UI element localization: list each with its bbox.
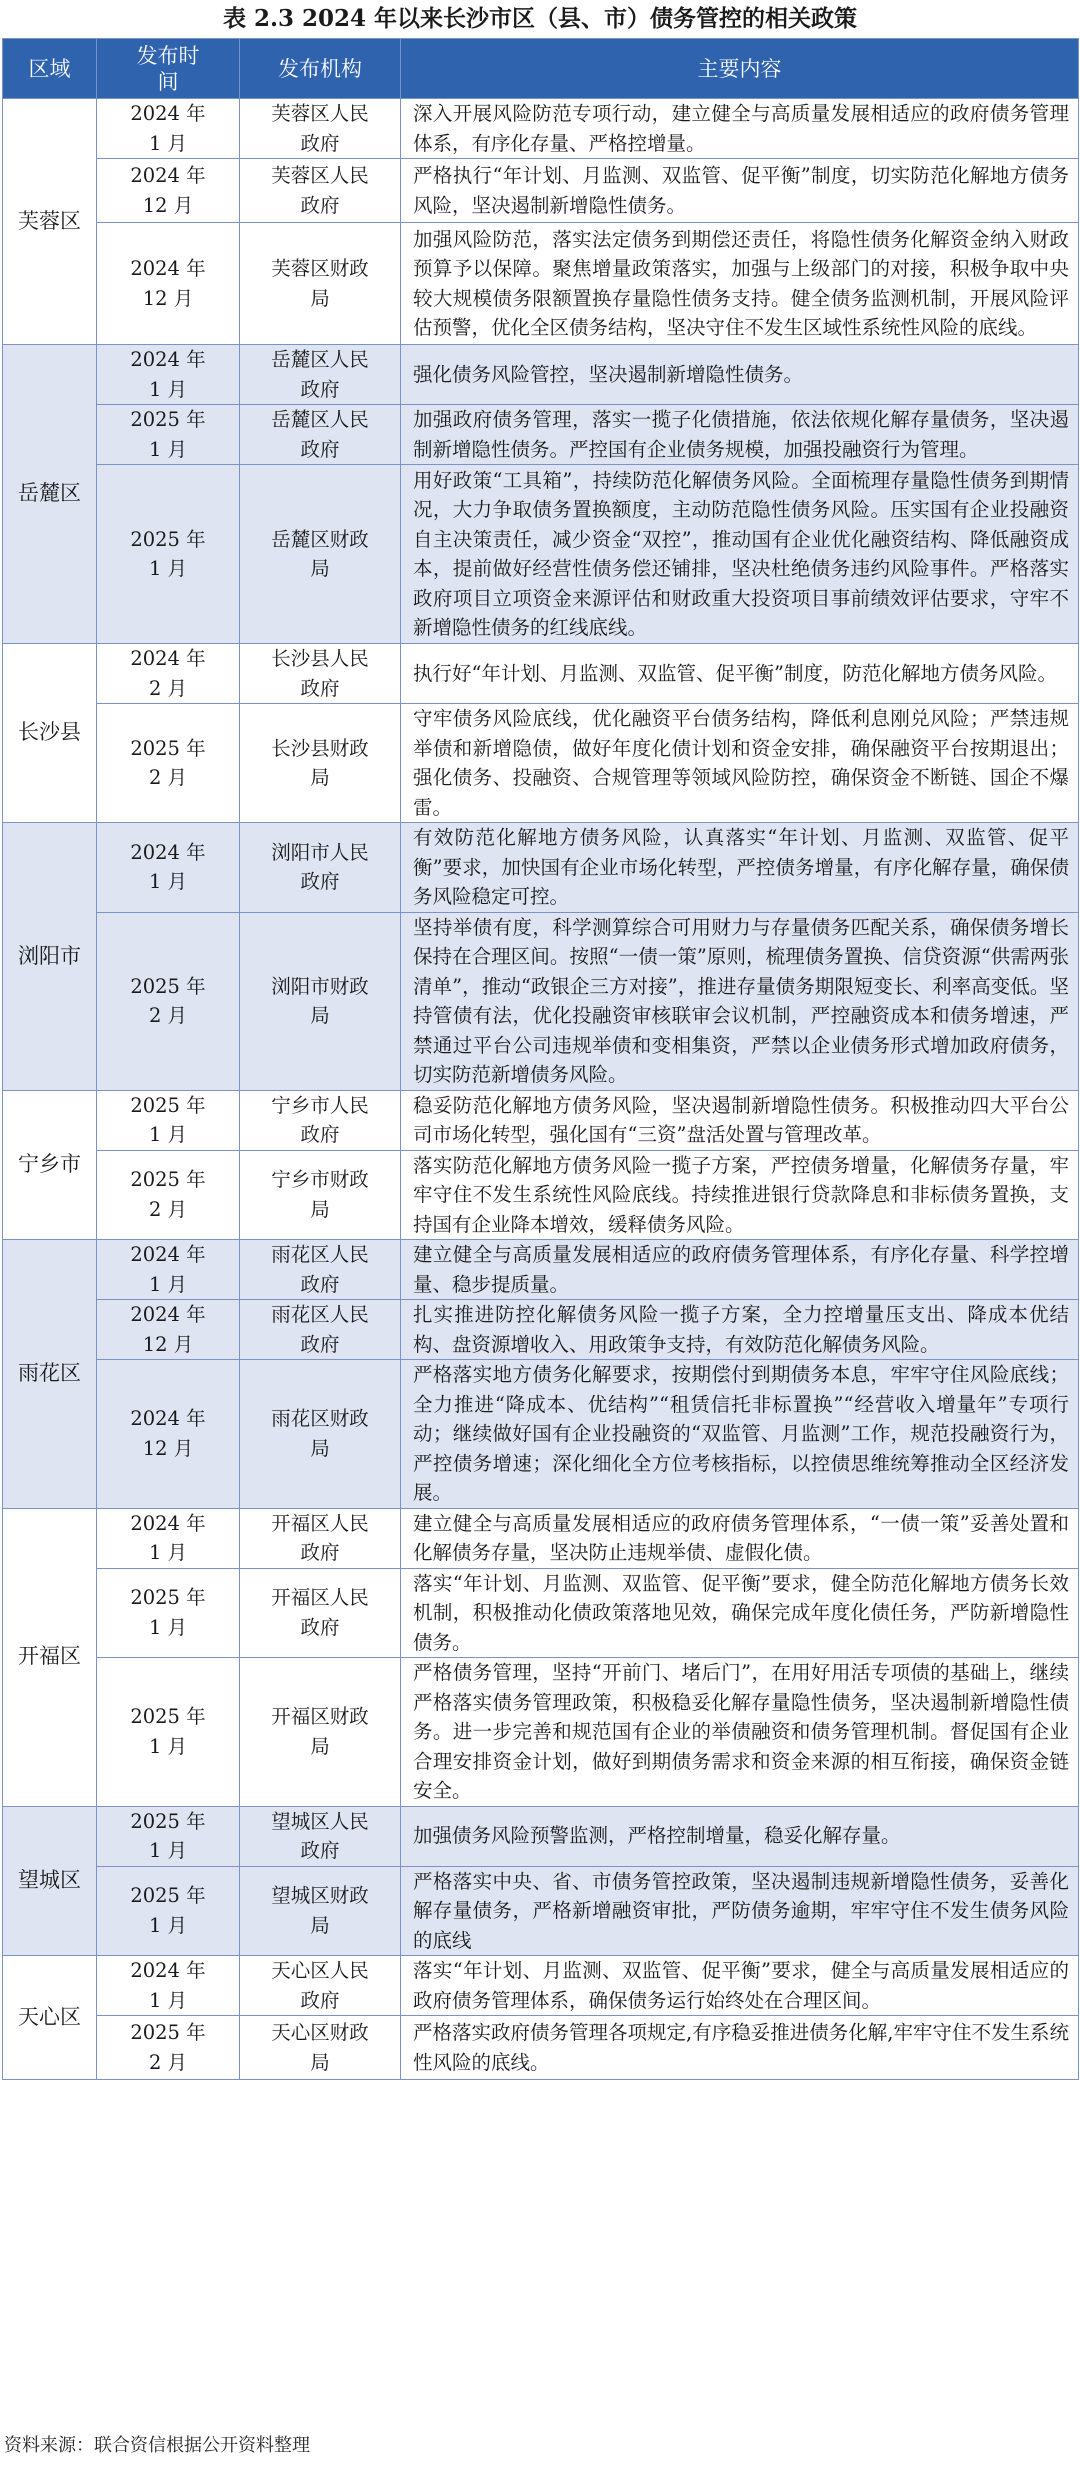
date-cell: 2025 年 2 月 [97, 1150, 240, 1240]
date-cell: 2024 年 12 月 [97, 223, 240, 345]
content-cell: 执行好“年计划、月监测、双监管、促平衡”制度，防范化解地方债务风险。 [401, 644, 1079, 704]
org-cell: 宁乡市人民 政府 [240, 1090, 401, 1150]
table-row [3, 1508, 1079, 1568]
table-row [3, 159, 1079, 223]
org-cell: 长沙县人民 政府 [240, 644, 401, 704]
header-region: 区域 [3, 39, 97, 99]
date-cell: 2024 年 1 月 [97, 1508, 240, 1568]
date-cell: 2025 年 1 月 [97, 1568, 240, 1658]
date-cell: 2024 年 1 月 [97, 823, 240, 913]
date-cell: 2024 年 1 月 [97, 1956, 240, 2016]
content-cell: 加强债务风险预警监测，严格控制增量，稳妥化解存量。 [401, 1806, 1079, 1866]
date-cell: 2025 年 1 月 [97, 465, 240, 644]
date-cell: 2024 年 2 月 [97, 644, 240, 704]
region-cell: 长沙县 [3, 644, 97, 823]
content-cell: 严格落实地方债务化解要求，按期偿付到期债务本息，牢牢守住风险底线；全力推进“降成本、优结构”“租赁信托非标置换”“经营收入增量年”专项行动；继续做好国有企业投融资的“双监管、月监测”工作，规范投融资行为，严控债务增速；深化细化全方位考核指标，以控债思维统筹推动全区经济发展。 [401, 1360, 1079, 1509]
table-body [3, 99, 1079, 2080]
content-cell: 严格落实中央、省、市债务管控政策，坚决遏制违规新增隐性债务，妥善化解存量债务，严格新增融资审批，严防债务逾期，牢牢守住不发生债务风险的底线 [401, 1866, 1079, 1956]
table-row [3, 1300, 1079, 1360]
date-cell: 2025 年 1 月 [97, 1806, 240, 1866]
table-row [3, 1568, 1079, 1658]
table-row [3, 1806, 1079, 1866]
org-cell: 雨花区人民 政府 [240, 1300, 401, 1360]
org-cell: 芙蓉区人民 政府 [240, 159, 401, 223]
header-org: 发布机构 [240, 39, 401, 99]
content-cell: 有效防范化解地方债务风险，认真落实“年计划、月监测、双监管、促平衡”要求，加快国有企业市场化转型，严控债务增量，有序化解存量，确保债务风险稳定可控。 [401, 823, 1079, 913]
date-cell: 2025 年 1 月 [97, 1866, 240, 1956]
org-cell: 长沙县财政 局 [240, 704, 401, 823]
org-cell: 天心区财政 局 [240, 2016, 401, 2080]
content-cell: 建立健全与高质量发展相适应的政府债务管理体系，有序化存量、科学控增量、稳步提质量。 [401, 1240, 1079, 1300]
org-cell: 岳麓区人民 政府 [240, 405, 401, 465]
date-cell: 2025 年 2 月 [97, 2016, 240, 2080]
region-cell: 宁乡市 [3, 1090, 97, 1240]
org-cell: 望城区人民 政府 [240, 1806, 401, 1866]
org-cell: 岳麓区人民 政府 [240, 345, 401, 405]
content-cell: 用好政策“工具箱”，持续防范化解债务风险。全面梳理存量隐性债务到期情况，大力争取债务置换额度，主动防范隐性债务风险。压实国有企业投融资自主决策责任，减少资金“双控”，推动国有企业优化融资结构、降低融资成本，提前做好经营性债务偿还铺排，坚决杜绝债务违约风险事件。严格落实政府项目立项资金来源评估和财政重大投资项目事前绩效评估要求，守牢不新增隐性债务的红线底线。 [401, 465, 1079, 644]
org-cell: 望城区财政 局 [240, 1866, 401, 1956]
table-row [3, 345, 1079, 405]
region-cell: 雨花区 [3, 1240, 97, 1509]
table-row [3, 1150, 1079, 1240]
org-cell: 岳麓区财政 局 [240, 465, 401, 644]
table-row [3, 223, 1079, 345]
table-row [3, 465, 1079, 644]
region-cell: 岳麓区 [3, 345, 97, 644]
policy-table [2, 38, 1079, 2080]
content-cell: 严格执行“年计划、月监测、双监管、促平衡”制度，切实防范化解地方债务风险，坚决遏制新增隐性债务。 [401, 159, 1079, 223]
content-cell: 加强政府债务管理，落实一揽子化债措施，依法依规化解存量债务，坚决遏制新增隐性债务。严控国有企业债务规模，加强投融资行为管理。 [401, 405, 1079, 465]
header-date: 发布时 间 [97, 39, 240, 99]
table-row [3, 2016, 1079, 2080]
content-cell: 加强风险防范，落实法定债务到期偿还责任，将隐性债务化解资金纳入财政预算予以保障。聚焦增量政策落实，加强与上级部门的对接，积极争取中央较大规模债务限额置换存量隐性债务支持。健全债务监测机制，开展风险评估预警，优化全区债务结构，坚决守住不发生区域性系统性风险的底线。 [401, 223, 1079, 345]
table-row [3, 1866, 1079, 1956]
org-cell: 浏阳市财政 局 [240, 912, 401, 1090]
org-cell: 开福区人民 政府 [240, 1508, 401, 1568]
org-cell: 宁乡市财政 局 [240, 1150, 401, 1240]
date-cell: 2024 年 12 月 [97, 1360, 240, 1509]
date-cell: 2024 年 1 月 [97, 345, 240, 405]
content-cell: 严格债务管理，坚持“开前门、堵后门”，在用好用活专项债的基础上，继续严格落实债务管理政策，积极稳妥化解存量隐性债务，坚决遏制新增隐性债务。进一步完善和规范国有企业的举债融资和债务管理机制。督促国有企业合理安排资金计划，做好到期债务需求和资金来源的相互衔接，确保资金链安全。 [401, 1658, 1079, 1807]
table-row [3, 1360, 1079, 1509]
date-cell: 2024 年 12 月 [97, 1300, 240, 1360]
org-cell: 雨花区人民 政府 [240, 1240, 401, 1300]
table-caption: 表 2.3 2024 年以来长沙市区（县、市）债务管控的相关政策 [222, 5, 858, 32]
org-cell: 开福区财政 局 [240, 1658, 401, 1807]
content-cell: 守牢债务风险底线，优化融资平台债务结构，降低利息刚兑风险；严禁违规举债和新增隐债，做好年度化债计划和资金安排，确保融资平台按期退出；强化债务、投融资、合规管理等领域风险防控，确保资金不断链、国企不爆雷。 [401, 704, 1079, 823]
table-row [3, 1956, 1079, 2016]
table-row [3, 823, 1079, 913]
table-row [3, 1090, 1079, 1150]
date-cell: 2025 年 2 月 [97, 704, 240, 823]
org-cell: 开福区人民 政府 [240, 1568, 401, 1658]
content-cell: 坚持举债有度，科学测算综合可用财力与存量债务匹配关系，确保债务增长保持在合理区间。按照“一债一策”原则，梳理债务置换、信贷资源“供需两张清单”，推动“政银企三方对接”，推进存量债务期限短变长、利率高变低。坚持管债有法，优化投融资审核联审会议机制，严控融资成本和债务增速，严禁通过平台公司违规举债和变相集资，严禁以企业债务形式增加政府债务，切实防范新增债务风险。 [401, 912, 1079, 1090]
date-cell: 2025 年 1 月 [97, 405, 240, 465]
date-cell: 2024 年 1 月 [97, 99, 240, 159]
content-cell: 落实防范化解地方债务风险一揽子方案，严控债务增量，化解债务存量，牢牢守住不发生系统性风险底线。持续推进银行贷款降息和非标债务置换，支持国有企业降本增效，缓释债务风险。 [401, 1150, 1079, 1240]
table-row [3, 99, 1079, 159]
source-note: 资料来源：联合资信根据公开资料整理 [4, 2435, 310, 2456]
content-cell: 深入开展风险防范专项行动，建立健全与高质量发展相适应的政府债务管理体系，有序化存量、严格控增量。 [401, 99, 1079, 159]
table-row [3, 704, 1079, 823]
org-cell: 浏阳市人民 政府 [240, 823, 401, 913]
table-row [3, 644, 1079, 704]
date-cell: 2024 年 1 月 [97, 1240, 240, 1300]
org-cell: 芙蓉区人民 政府 [240, 99, 401, 159]
region-cell: 开福区 [3, 1508, 97, 1806]
date-cell: 2024 年 12 月 [97, 159, 240, 223]
region-cell: 天心区 [3, 1956, 97, 2080]
region-cell: 浏阳市 [3, 823, 97, 1091]
region-cell: 芙蓉区 [3, 99, 97, 345]
content-cell: 落实“年计划、月监测、双监管、促平衡”要求，健全与高质量发展相适应的政府债务管理体系，确保债务运行始终处在合理区间。 [401, 1956, 1079, 2016]
content-cell: 落实“年计划、月监测、双监管、促平衡”要求，健全防范化解地方债务长效机制，积极推动化债政策落地见效，确保完成年度化债任务，严防新增隐性债务。 [401, 1568, 1079, 1658]
table-row [3, 912, 1079, 1090]
header-content: 主要内容 [401, 39, 1079, 99]
content-cell: 严格落实政府债务管理各项规定,有序稳妥推进债务化解,牢牢守住不发生系统性风险的底线。 [401, 2016, 1079, 2080]
date-cell: 2025 年 1 月 [97, 1658, 240, 1807]
org-cell: 天心区人民 政府 [240, 1956, 401, 2016]
table-header [3, 39, 1079, 99]
content-cell: 强化债务风险管控，坚决遏制新增隐性债务。 [401, 345, 1079, 405]
table-row [3, 405, 1079, 465]
region-cell: 望城区 [3, 1806, 97, 1956]
content-cell: 建立健全与高质量发展相适应的政府债务管理体系，“一债一策”妥善处置和化解债务存量，坚决防止违规举债、虚假化债。 [401, 1508, 1079, 1568]
table-row [3, 1658, 1079, 1807]
content-cell: 稳妥防范化解地方债务风险，坚决遏制新增隐性债务。积极推动四大平台公司市场化转型，强化国有“三资”盘活处置与管理改革。 [401, 1090, 1079, 1150]
date-cell: 2025 年 1 月 [97, 1090, 240, 1150]
org-cell: 雨花区财政 局 [240, 1360, 401, 1509]
date-cell: 2025 年 2 月 [97, 912, 240, 1090]
content-cell: 扎实推进防控化解债务风险一揽子方案，全力控增量压支出、降成本优结构、盘资源增收入、用政策争支持，有效防范化解债务风险。 [401, 1300, 1079, 1360]
org-cell: 芙蓉区财政 局 [240, 223, 401, 345]
table-row [3, 1240, 1079, 1300]
